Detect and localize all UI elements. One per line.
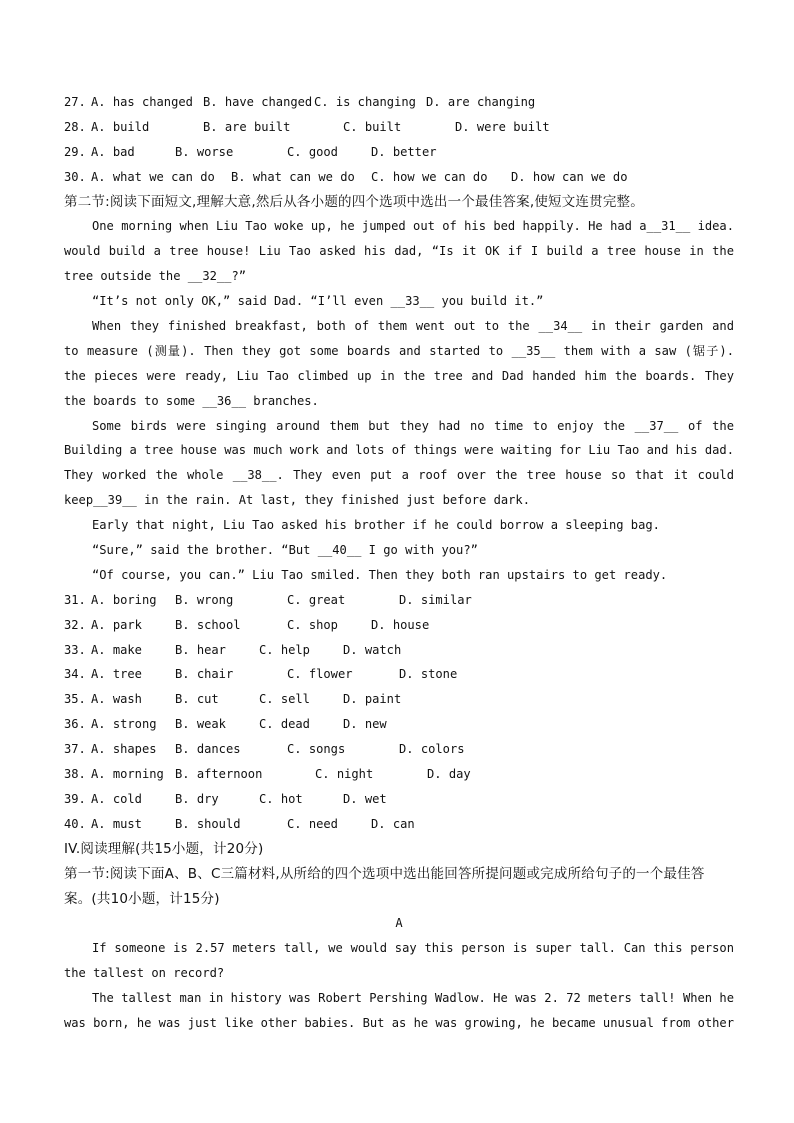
section-2-instruction: 第二节:阅读下面短文,理解大意,然后从各小题的四个选项中选出一个最佳答案,使短文连贯完整。 <box>64 193 644 210</box>
option-d: D. wet <box>343 791 387 806</box>
option-b: B. are built <box>203 119 291 134</box>
option-a: A. has changed <box>91 95 193 109</box>
question-number: 31. <box>64 592 86 607</box>
option-c: C. night <box>315 767 374 782</box>
passage-line: the tallest on record? <box>64 966 225 981</box>
option-b: B. weak <box>175 717 226 732</box>
option-d: D. day <box>427 767 471 782</box>
question-number: 35. <box>64 692 86 707</box>
question-36 <box>64 712 734 737</box>
option-a: A. boring <box>91 592 157 607</box>
passage-line: “Of course, you can.” Liu Tao smiled. Then they both ran upstairs to get ready. <box>92 567 668 582</box>
passage-line: “Sure,” said the brother. “But __40__ I go with you?” <box>92 543 478 558</box>
question-30 <box>64 165 734 190</box>
option-a: A. morning <box>91 767 164 782</box>
option-a: A. must <box>91 816 142 831</box>
question-38 <box>64 762 734 787</box>
option-c: C. need <box>287 816 338 831</box>
passage-line: Building a tree house was much work and lots of things were waiting for Liu Tao and his dad. <box>64 443 734 458</box>
passage-line: The tallest man in history was Robert Pershing Wadlow. He was 2. 72 meters tall! When he <box>92 991 734 1006</box>
option-c: C. help <box>259 642 310 657</box>
passage-line: They worked the whole __38__. They even put a roof over the tree house so that it could <box>64 468 734 483</box>
question-39 <box>64 787 734 812</box>
option-a: A. bad <box>91 144 135 159</box>
option-a: A. make <box>91 642 142 657</box>
option-a: A. build <box>91 119 150 134</box>
part-4-instruction: 第一节:阅读下面A、B、C三篇材料,从所给的四个选项中选出能回答所提问题或完成所给句子的一个最佳答 <box>64 865 705 882</box>
option-a: A. tree <box>91 667 142 682</box>
option-b: B. wrong <box>175 592 234 607</box>
option-d: D. can <box>371 816 415 831</box>
question-32 <box>64 613 734 638</box>
question-29 <box>64 140 734 165</box>
option-d: D. are changing <box>426 95 536 109</box>
option-c: C. hot <box>259 791 303 806</box>
option-c: C. good <box>287 144 338 159</box>
part-4-heading: IV.阅读理解(共15小题，计20分) <box>64 840 264 857</box>
option-d: D. new <box>343 717 387 732</box>
question-number: 33. <box>64 642 86 657</box>
option-b: B. chair <box>175 667 234 682</box>
option-d: D. paint <box>343 692 402 707</box>
question-number: 38. <box>64 767 86 782</box>
option-a: A. shapes <box>91 742 157 757</box>
option-b: B. worse <box>175 144 234 159</box>
passage-line: was born, he was just like other babies. But as he was growing, he became unusual from other <box>64 1015 734 1030</box>
question-31 <box>64 588 734 613</box>
option-b: B. school <box>175 617 241 632</box>
passage-line: keep__39__ in the rain. At last, they finished just before dark. <box>64 493 530 508</box>
question-number: 30. <box>64 169 86 184</box>
option-d: D. house <box>371 617 430 632</box>
option-b: B. should <box>175 816 241 831</box>
option-a: A. park <box>91 617 142 632</box>
passage-line: “It’s not only OK,” said Dad. “I’ll even __33__ you build it.” <box>92 294 544 309</box>
passage-line: to measure (测量). Then they got some boards and started to __35__ them with a saw (锯子). <box>64 343 734 358</box>
question-number: 37. <box>64 742 86 757</box>
option-c: C. songs <box>287 742 346 757</box>
option-a: A. what we can do <box>91 169 215 184</box>
question-number: 32. <box>64 617 86 632</box>
passage-line: would build a tree house! Liu Tao asked his dad, “Is it OK if I build a tree house in the <box>64 244 734 259</box>
question-34 <box>64 662 734 687</box>
question-number: 29. <box>64 144 86 159</box>
option-d: D. colors <box>399 742 465 757</box>
option-c: C. built <box>343 119 402 134</box>
part-4-instruction: 案。(共10小题，计15分) <box>64 890 220 907</box>
passage-line: the pieces were ready, Liu Tao climbed up in the tree and Dad handed him the boards. They <box>64 368 734 383</box>
option-c: C. shop <box>287 617 338 632</box>
option-c: C. sell <box>259 692 310 707</box>
passage-line: Some birds were singing around them but they had no time to enjoy the __37__ of the <box>92 418 734 433</box>
question-number: 34. <box>64 667 86 682</box>
option-c: C. how we can do <box>371 169 488 184</box>
option-b: B. cut <box>175 692 219 707</box>
question-number: 36. <box>64 717 86 732</box>
option-b: B. dry <box>175 791 219 806</box>
option-a: A. cold <box>91 791 142 806</box>
question-37 <box>64 737 734 762</box>
option-d: D. how can we do <box>511 169 628 184</box>
passage-line: Early that night, Liu Tao asked his brother if he could borrow a sleeping bag. <box>92 518 660 533</box>
passage-line: tree outside the __32__?” <box>64 269 247 284</box>
question-number: 40. <box>64 816 86 831</box>
passage-line: the boards to some __36__ branches. <box>64 393 319 408</box>
option-b: B. what can we do <box>231 169 355 184</box>
question-number: 39. <box>64 791 86 806</box>
option-b: B. dances <box>175 742 241 757</box>
option-a: A. strong <box>91 717 157 732</box>
passage-line: If someone is 2.57 meters tall, we would say this person is super tall. Can this person <box>92 941 734 956</box>
option-c: C. great <box>287 592 346 607</box>
passage-letter: A <box>395 916 403 931</box>
question-33 <box>64 638 734 663</box>
exam-page <box>64 90 734 1036</box>
option-c: C. dead <box>259 717 310 732</box>
question-35 <box>64 687 734 712</box>
option-d: D. stone <box>399 667 458 682</box>
option-c: C. is changing <box>314 95 416 109</box>
question-27 <box>64 90 734 115</box>
option-b: B. hear <box>175 642 226 657</box>
option-d: D. watch <box>343 642 402 657</box>
question-28 <box>64 115 734 140</box>
question-number: 28. <box>64 119 86 134</box>
question-40 <box>64 812 734 837</box>
option-a: A. wash <box>91 692 142 707</box>
option-b: B. afternoon <box>175 767 263 782</box>
option-d: D. better <box>371 144 437 159</box>
passage-line: When they finished breakfast, both of them went out to the __34__ in their garden and <box>92 319 734 334</box>
option-d: D. similar <box>399 592 472 607</box>
option-b: B. have changed <box>203 95 313 109</box>
option-c: C. flower <box>287 667 353 682</box>
option-d: D. were built <box>455 119 550 134</box>
passage-line: One morning when Liu Tao woke up, he jumped out of his bed happily. He had a__31__ idea. <box>92 219 734 234</box>
question-number: 27. <box>64 95 86 109</box>
